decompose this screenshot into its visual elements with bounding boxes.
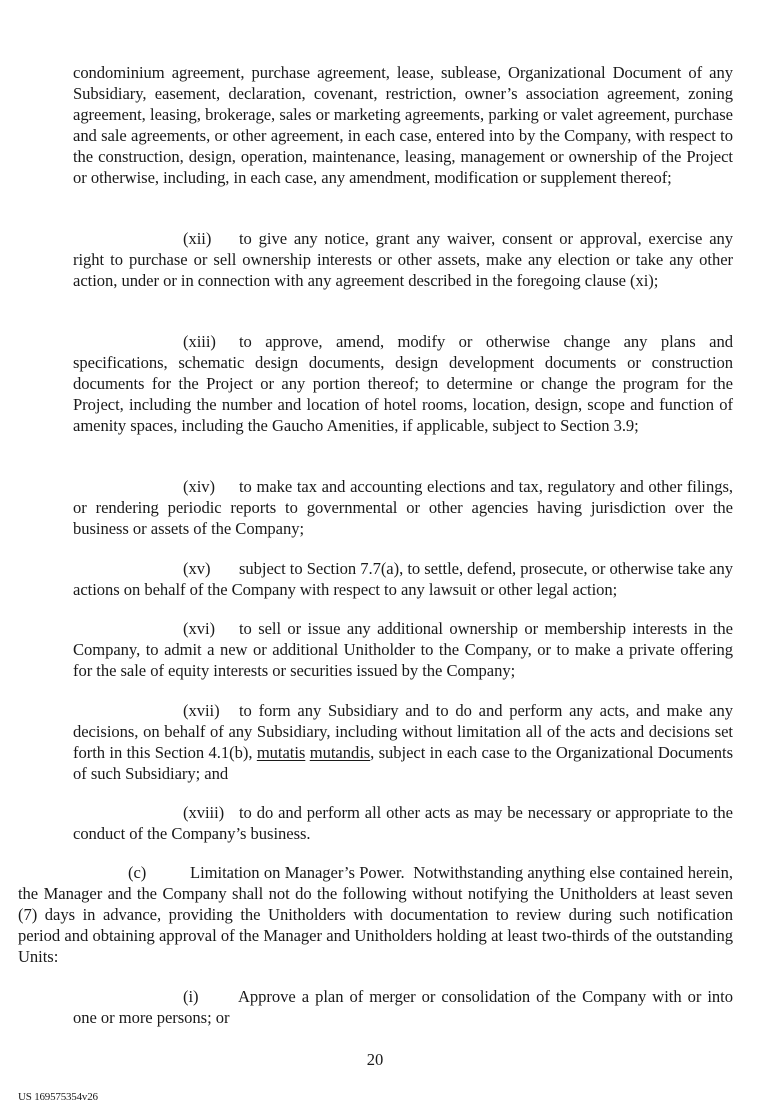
clause-text: to do and perform all other acts as may be necessary or appropriate to the conduct of the Company’s business.: [73, 803, 733, 843]
item-number: (i): [183, 987, 199, 1006]
document-id: US 169575354v26: [18, 1091, 98, 1103]
clause-text: to sell or issue any additional ownership or membership interests in the Company, to admit a new or additional Unitholder to the Company, or to make a private offering for the sale of equity interests or securities issued by the Company;: [73, 619, 733, 680]
section-heading: Limitation on Manager’s Power.: [190, 863, 405, 882]
clause-text: subject to Section 7.7(a), to settle, defend, prosecute, or otherwise take any actions on behalf of the Company with respect to any lawsuit or other legal action;: [73, 559, 733, 599]
clause-text: to approve, amend, modify or otherwise change any plans and specifications, schematic design documents, design development documents or construction documents for the Project or any portion thereof; to determine or change the program for the Project, including the number and location of hotel rooms, location, design, scope and function of amenity spaces, including the Gaucho Amenities, if applicable, subject to Section 3.9;: [73, 332, 733, 435]
clause-text-end: , subject in each case to the Organizational Documents of such Subsidiary; and: [73, 743, 733, 783]
continuation-paragraph: [73, 62, 733, 188]
section-number: (c): [128, 863, 147, 882]
page-number: 20: [366, 1050, 384, 1069]
latin-term-mutatis: mutatis: [256, 743, 306, 762]
clause-number: (xii): [183, 229, 212, 248]
paragraph-text: condominium agreement, purchase agreement, lease, sublease, Organizational Document of any Subsidiary, easement, declaration, covenant, restriction, owner’s association agreement, zoning agreement, leasing, brokerage, sales or marketing agreements, parking or valet agreement, purchase and sale agreements, or other agreement, in each case, entered into by the Company, with respect to the construction, design, operation, maintenance, leasing, management or ownership of the Project or otherwise, including, in each case, any amendment, modification or supplement thereof;: [73, 63, 733, 187]
clause-text: to form any Subsidiary and to do and perform any acts, and make any decisions, on behalf of any Subsidiary, including without limitation all of the acts and decisions set forth in this Section 4.1(b),: [73, 701, 733, 762]
latin-term-mutandis: mutandis: [309, 743, 371, 762]
clause-xii: [73, 228, 733, 291]
clause-xvi: [73, 618, 733, 681]
clause-xiii: [73, 331, 733, 436]
clause-number: (xvi): [183, 619, 216, 638]
section-c: [18, 862, 733, 967]
clause-xv: [73, 558, 733, 600]
clause-number: (xviii): [183, 803, 225, 822]
clause-text: to make tax and accounting elections and tax, regulatory and other filings, or rendering periodic reports to governmental or other agencies having jurisdiction over the business or assets of the Company;: [73, 477, 733, 538]
clause-number: (xvii): [183, 701, 220, 720]
clause-xviii: [73, 802, 733, 844]
clause-number: (xv): [183, 559, 211, 578]
section-text: Notwithstanding anything else contained herein, the Manager and the Company shall not do the following without notifying the Unitholders at least seven (7) days in advance, providing the Unitholders with documentation to review during such notification period and obtaining approval of the Manager and Unitholders holding at least two-thirds of the outstanding Units:: [18, 863, 733, 966]
item-text: Approve a plan of merger or consolidation of the Company with or into one or more persons; or: [73, 987, 733, 1027]
item-i: [73, 986, 733, 1028]
clause-xvii: [73, 700, 733, 784]
clause-number: (xiv): [183, 477, 216, 496]
clause-number: (xiii): [183, 332, 216, 351]
clause-xiv: [73, 476, 733, 539]
clause-text: to give any notice, grant any waiver, consent or approval, exercise any right to purchase or sell ownership interests or other assets, make any election or take any other action, under or in connection with any agreement described in the foregoing clause (xi);: [73, 229, 733, 290]
